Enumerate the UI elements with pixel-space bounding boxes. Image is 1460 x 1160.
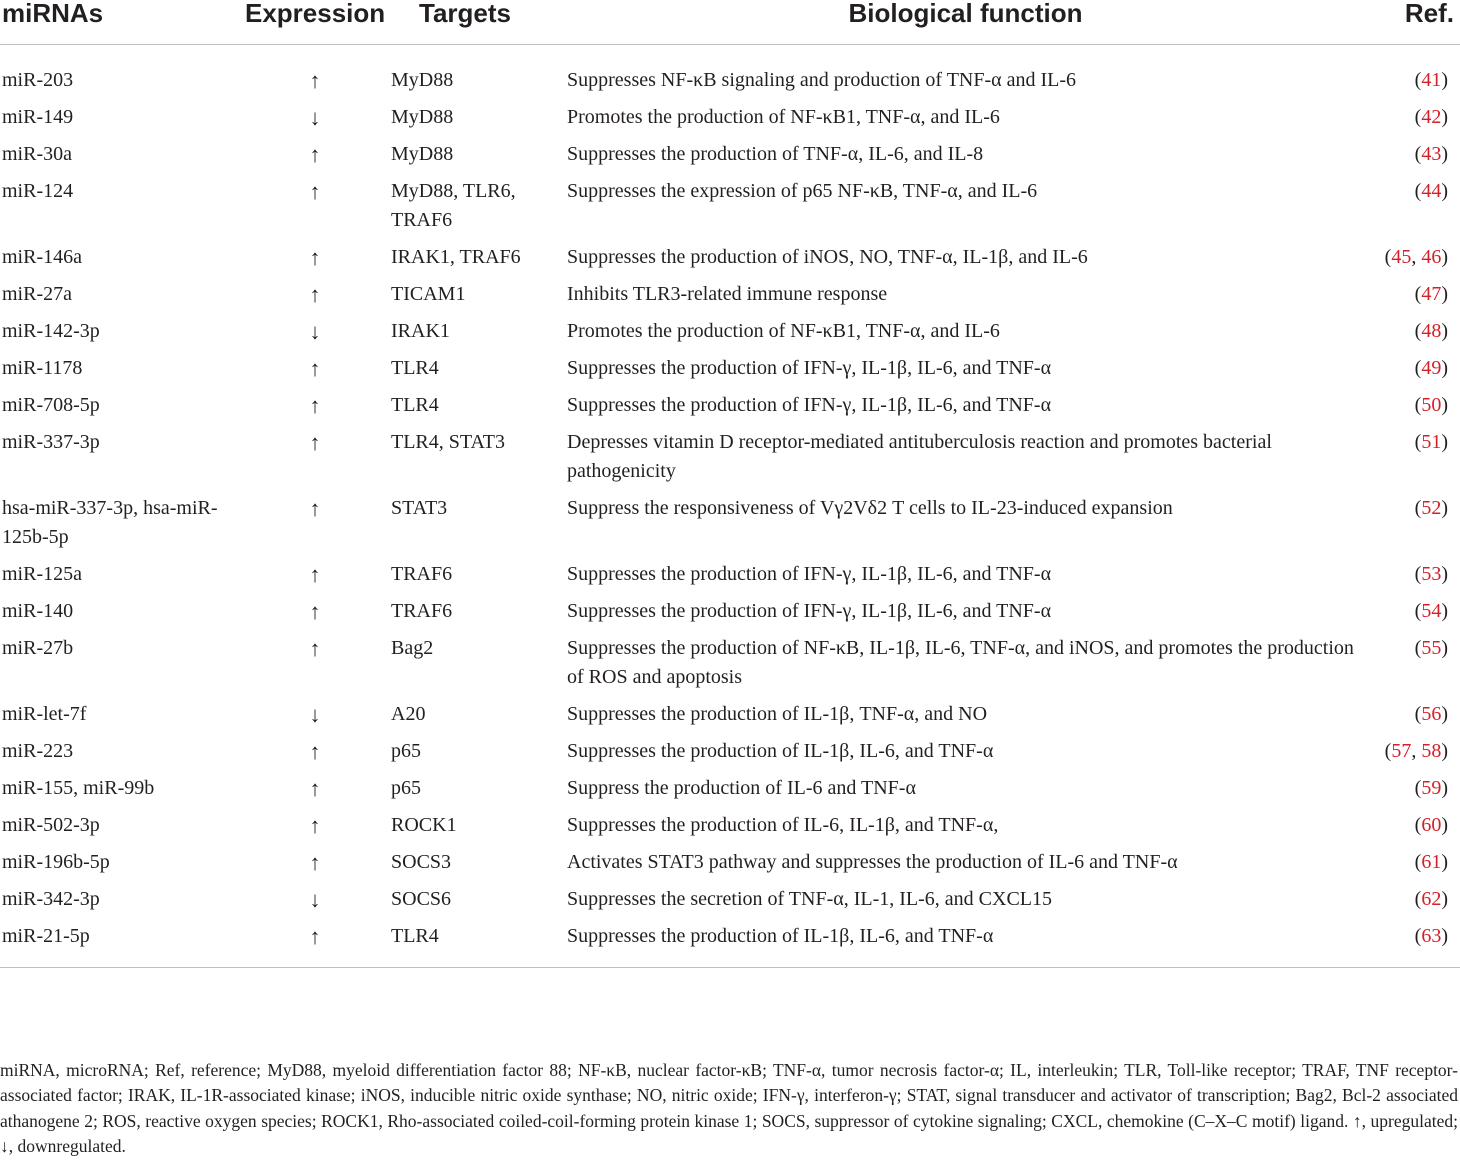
table-row <box>0 424 1460 490</box>
header-biological-function: Biological function <box>561 0 1370 45</box>
ref-link[interactable]: 43 <box>1421 143 1442 165</box>
ref-close-paren: ) <box>1441 740 1448 762</box>
ref-open-paren: ( <box>1414 357 1422 379</box>
cell-biological-function: Suppresses the expression of p65 NF-κB, TNF-α, and IL-6 <box>567 180 1038 202</box>
table-row <box>0 45 1460 100</box>
cell-ref <box>1370 490 1460 556</box>
cell-targets: TRAF6 <box>391 563 453 585</box>
ref-open-paren: ( <box>1414 394 1422 416</box>
ref-link[interactable]: 52 <box>1421 497 1442 519</box>
cell-targets: MyD88 <box>391 69 454 91</box>
ref-close-paren: ) <box>1441 637 1448 659</box>
cell-ref <box>1370 881 1460 918</box>
cell-ref <box>1370 733 1460 770</box>
cell-expression-arrow: ↓ <box>309 702 321 727</box>
ref-open-paren: ( <box>1414 777 1422 799</box>
ref-close-paren: ) <box>1441 814 1448 836</box>
cell-biological-function: Suppresses the production of IL-1β, IL-6, and TNF-α <box>561 918 1370 968</box>
cell-expression-arrow: ↑ <box>309 245 321 270</box>
header-mirnas: miRNAs <box>0 0 245 45</box>
cell-mirna: miR-502-3p <box>2 814 100 836</box>
cell-expression-arrow: ↑ <box>309 356 321 381</box>
table-row <box>0 239 1460 276</box>
cell-targets: TRAF6 <box>391 600 453 622</box>
cell-expression-arrow: ↑ <box>309 850 321 875</box>
cell-ref <box>1370 770 1460 807</box>
ref-close-paren: ) <box>1441 600 1448 622</box>
table-row <box>0 918 1460 968</box>
cell-expression-arrow: ↓ <box>309 105 321 130</box>
cell-targets: ROCK1 <box>391 814 457 836</box>
table-row <box>0 770 1460 807</box>
cell-expression-arrow: ↑ <box>309 179 321 204</box>
table-row <box>0 807 1460 844</box>
ref-link[interactable]: 61 <box>1421 851 1442 873</box>
ref-close-paren: ) <box>1441 925 1448 947</box>
ref-link[interactable]: 54 <box>1421 600 1442 622</box>
ref-open-paren: ( <box>1414 320 1422 342</box>
ref-open-paren: ( <box>1414 703 1422 725</box>
cell-mirna: hsa-miR-337-3p, hsa-miR-125b-5p <box>2 497 218 548</box>
ref-link[interactable]: 60 <box>1421 814 1442 836</box>
ref-close-paren: ) <box>1441 777 1448 799</box>
cell-mirna: miR-337-3p <box>2 431 100 453</box>
table-row <box>0 593 1460 630</box>
cell-biological-function: Suppress the responsiveness of Vγ2Vδ2 T cells to IL-23-induced expansion <box>567 497 1173 519</box>
header-row <box>0 0 1460 45</box>
ref-close-paren: ) <box>1441 851 1448 873</box>
cell-mirna: miR-223 <box>2 740 74 762</box>
cell-targets: MyD88 <box>391 143 454 165</box>
header-ref: Ref. <box>1370 0 1460 45</box>
ref-close-paren: ) <box>1441 106 1448 128</box>
cell-mirna: miR-30a <box>2 143 72 165</box>
ref-link[interactable]: 58 <box>1421 740 1442 762</box>
ref-open-paren: ( <box>1414 814 1422 836</box>
ref-link[interactable]: 55 <box>1421 637 1442 659</box>
ref-open-paren: ( <box>1414 925 1422 947</box>
cell-expression-arrow: ↑ <box>309 776 321 801</box>
table-header <box>0 0 1460 45</box>
cell-mirna: miR-708-5p <box>2 394 100 416</box>
ref-link[interactable]: 44 <box>1421 180 1442 202</box>
ref-link[interactable]: 62 <box>1421 888 1442 910</box>
ref-separator: , <box>1411 246 1422 268</box>
cell-biological-function: Depresses vitamin D receptor-mediated antituberculosis reaction and promotes bacterial pathogenicity <box>567 431 1272 482</box>
cell-targets: TLR4 <box>385 918 561 968</box>
cell-mirna: miR-196b-5p <box>2 851 110 873</box>
cell-ref <box>1370 276 1460 313</box>
table-row <box>0 136 1460 173</box>
cell-targets: p65 <box>391 740 421 762</box>
table-row <box>0 350 1460 387</box>
cell-targets: SOCS6 <box>391 888 452 910</box>
cell-ref <box>1370 556 1460 593</box>
cell-expression-arrow: ↑ <box>309 496 321 521</box>
cell-biological-function: Suppresses the production of NF-κB, IL-1β, IL-6, TNF-α, and iNOS, and promotes the production of ROS and apoptosis <box>567 637 1354 688</box>
ref-close-paren: ) <box>1441 69 1448 91</box>
cell-targets: A20 <box>391 703 426 725</box>
cell-expression-arrow: ↑ <box>309 430 321 455</box>
cell-ref <box>1370 807 1460 844</box>
cell-ref <box>1370 593 1460 630</box>
table-row <box>0 313 1460 350</box>
ref-close-paren: ) <box>1441 283 1448 305</box>
table-row <box>0 387 1460 424</box>
ref-open-paren: ( <box>1414 431 1422 453</box>
ref-open-paren: ( <box>1414 851 1422 873</box>
cell-mirna: miR-142-3p <box>2 320 100 342</box>
ref-link[interactable]: 49 <box>1421 357 1442 379</box>
ref-open-paren: ( <box>1414 69 1422 91</box>
cell-mirna: miR-125a <box>2 563 82 585</box>
cell-biological-function: Promotes the production of NF-κB1, TNF-α, and IL-6 <box>567 320 1000 342</box>
table-body <box>0 45 1460 968</box>
ref-open-paren: ( <box>1414 888 1422 910</box>
ref-open-paren: ( <box>1414 143 1422 165</box>
ref-link[interactable]: 51 <box>1421 431 1442 453</box>
table-row <box>0 630 1460 696</box>
cell-biological-function: Suppresses the production of IL-6, IL-1β, and TNF-α, <box>567 814 999 836</box>
cell-biological-function: Suppress the production of IL-6 and TNF-α <box>567 777 916 799</box>
table-row <box>0 556 1460 593</box>
cell-ref <box>1370 239 1460 276</box>
cell-expression-arrow: ↑ <box>245 918 385 968</box>
cell-mirna: miR-124 <box>2 180 74 202</box>
ref-link[interactable]: 41 <box>1421 69 1442 91</box>
cell-targets: TLR4 <box>391 394 439 416</box>
ref-link[interactable]: 47 <box>1421 283 1442 305</box>
header-expression: Expression <box>245 0 385 45</box>
ref-open-paren: ( <box>1414 563 1422 585</box>
cell-targets: TLR4 <box>391 357 439 379</box>
ref-close-paren: ) <box>1441 431 1448 453</box>
cell-biological-function: Suppresses NF-κB signaling and production of TNF-α and IL-6 <box>567 69 1077 91</box>
cell-targets: MyD88, TLR6, TRAF6 <box>391 180 516 231</box>
cell-ref <box>1370 844 1460 881</box>
cell-mirna: miR-203 <box>2 69 74 91</box>
cell-biological-function: Suppresses the production of iNOS, NO, TNF-α, IL-1β, and IL-6 <box>567 246 1088 268</box>
cell-ref <box>1370 313 1460 350</box>
ref-close-paren: ) <box>1441 180 1448 202</box>
cell-targets: TICAM1 <box>391 283 466 305</box>
cell-mirna: miR-27b <box>2 637 74 659</box>
cell-targets: IRAK1 <box>391 320 450 342</box>
cell-mirna: miR-342-3p <box>2 888 100 910</box>
cell-ref <box>1370 350 1460 387</box>
table-row <box>0 844 1460 881</box>
cell-mirna: miR-21-5p <box>0 918 245 968</box>
cell-ref <box>1370 630 1460 696</box>
cell-expression-arrow: ↑ <box>309 68 321 93</box>
cell-targets: SOCS3 <box>391 851 452 873</box>
cell-targets: IRAK1, TRAF6 <box>391 246 521 268</box>
table-footnote: miRNA, microRNA; Ref, reference; MyD88, myeloid differentiation factor 88; NF-κB, nuclear factor-κB; TNF-α, tumor necrosis factor-α; IL, interleukin; TLR, Toll-like receptor; TRAF, TNF receptor-associated factor; IRAK, IL-1R-associated kinase; iNOS, inducible nitric oxide synthase; NO, nitric oxide; IFN-γ, interferon-γ; STAT, signal transducer and activator of transcription; Bag2, Bcl-2 associated athanogene 2; ROS, reactive oxygen species; ROCK1, Rho-associated coiled-coil-forming protein kinase 1; SOCS, suppressor of cytokine signaling; CXCL, chemokine (C–X–C motif) ligand. ↑, upregulated; ↓, downregulated. <box>0 1059 1458 1156</box>
table-row <box>0 696 1460 733</box>
cell-ref <box>1370 99 1460 136</box>
ref-open-paren: ( <box>1414 600 1422 622</box>
ref-close-paren: ) <box>1441 563 1448 585</box>
cell-biological-function: Suppresses the production of IFN-γ, IL-1β, IL-6, and TNF-α <box>567 357 1052 379</box>
cell-biological-function: Promotes the production of NF-κB1, TNF-α, and IL-6 <box>567 106 1000 128</box>
ref-link[interactable]: 42 <box>1421 106 1442 128</box>
ref-open-paren: ( <box>1384 246 1392 268</box>
cell-ref <box>1370 45 1460 100</box>
cell-targets: MyD88 <box>391 106 454 128</box>
cell-targets: p65 <box>391 777 421 799</box>
ref-link[interactable]: 56 <box>1421 703 1442 725</box>
table-row <box>0 99 1460 136</box>
cell-expression-arrow: ↑ <box>309 636 321 661</box>
cell-expression-arrow: ↓ <box>309 319 321 344</box>
table-row <box>0 173 1460 239</box>
ref-open-paren: ( <box>1384 740 1392 762</box>
ref-close-paren: ) <box>1441 703 1448 725</box>
ref-open-paren: ( <box>1414 180 1422 202</box>
cell-targets: TLR4, STAT3 <box>391 431 505 453</box>
cell-ref <box>1370 696 1460 733</box>
cell-mirna: miR-149 <box>2 106 74 128</box>
cell-ref <box>1370 918 1460 968</box>
cell-biological-function: Suppresses the production of IFN-γ, IL-1β, IL-6, and TNF-α <box>567 600 1052 622</box>
ref-link[interactable]: 48 <box>1421 320 1442 342</box>
cell-biological-function: Activates STAT3 pathway and suppresses the production of IL-6 and TNF-α <box>567 851 1178 873</box>
cell-biological-function: Suppresses the production of IL-1β, TNF-α, and NO <box>567 703 988 725</box>
cell-expression-arrow: ↑ <box>309 739 321 764</box>
cell-biological-function: Suppresses the production of IL-1β, IL-6, and TNF-α <box>567 740 994 762</box>
table-row <box>0 733 1460 770</box>
cell-mirna: miR-27a <box>2 283 72 305</box>
ref-link[interactable]: 50 <box>1421 394 1442 416</box>
ref-link[interactable]: 53 <box>1421 563 1442 585</box>
cell-expression-arrow: ↑ <box>309 562 321 587</box>
ref-close-paren: ) <box>1441 320 1448 342</box>
ref-link[interactable]: 59 <box>1421 777 1442 799</box>
table-row <box>0 276 1460 313</box>
ref-close-paren: ) <box>1441 888 1448 910</box>
cell-expression-arrow: ↑ <box>309 282 321 307</box>
cell-mirna: miR-146a <box>2 246 82 268</box>
cell-ref <box>1370 173 1460 239</box>
cell-mirna: miR-1178 <box>2 357 83 379</box>
cell-expression-arrow: ↑ <box>309 813 321 838</box>
ref-link[interactable]: 57 <box>1391 740 1412 762</box>
ref-link[interactable]: 63 <box>1421 925 1442 947</box>
ref-close-paren: ) <box>1441 497 1448 519</box>
cell-targets: Bag2 <box>391 637 434 659</box>
ref-link[interactable]: 45 <box>1391 246 1412 268</box>
ref-close-paren: ) <box>1441 394 1448 416</box>
cell-ref <box>1370 136 1460 173</box>
cell-expression-arrow: ↑ <box>309 599 321 624</box>
ref-open-paren: ( <box>1414 637 1422 659</box>
table-row <box>0 490 1460 556</box>
cell-expression-arrow: ↑ <box>309 393 321 418</box>
cell-biological-function: Suppresses the production of IFN-γ, IL-1β, IL-6, and TNF-α <box>567 394 1052 416</box>
cell-targets: STAT3 <box>391 497 448 519</box>
header-targets: Targets <box>385 0 561 45</box>
ref-close-paren: ) <box>1441 246 1448 268</box>
cell-biological-function: Suppresses the production of IFN-γ, IL-1β, IL-6, and TNF-α <box>567 563 1052 585</box>
cell-expression-arrow: ↑ <box>309 142 321 167</box>
cell-mirna: miR-140 <box>2 600 74 622</box>
cell-mirna: miR-155, miR-99b <box>2 777 155 799</box>
ref-link[interactable]: 46 <box>1421 246 1442 268</box>
ref-close-paren: ) <box>1441 143 1448 165</box>
cell-biological-function: Suppresses the production of TNF-α, IL-6, and IL-8 <box>567 143 984 165</box>
ref-open-paren: ( <box>1414 497 1422 519</box>
ref-separator: , <box>1411 740 1422 762</box>
ref-open-paren: ( <box>1414 283 1422 305</box>
cell-ref <box>1370 424 1460 490</box>
cell-mirna: miR-let-7f <box>2 703 87 725</box>
cell-biological-function: Inhibits TLR3-related immune response <box>567 283 888 305</box>
ref-open-paren: ( <box>1414 106 1422 128</box>
cell-expression-arrow: ↓ <box>309 887 321 912</box>
ref-close-paren: ) <box>1441 357 1448 379</box>
cell-biological-function: Suppresses the secretion of TNF-α, IL-1, IL-6, and CXCL15 <box>567 888 1053 910</box>
table-row <box>0 881 1460 918</box>
cell-ref <box>1370 387 1460 424</box>
